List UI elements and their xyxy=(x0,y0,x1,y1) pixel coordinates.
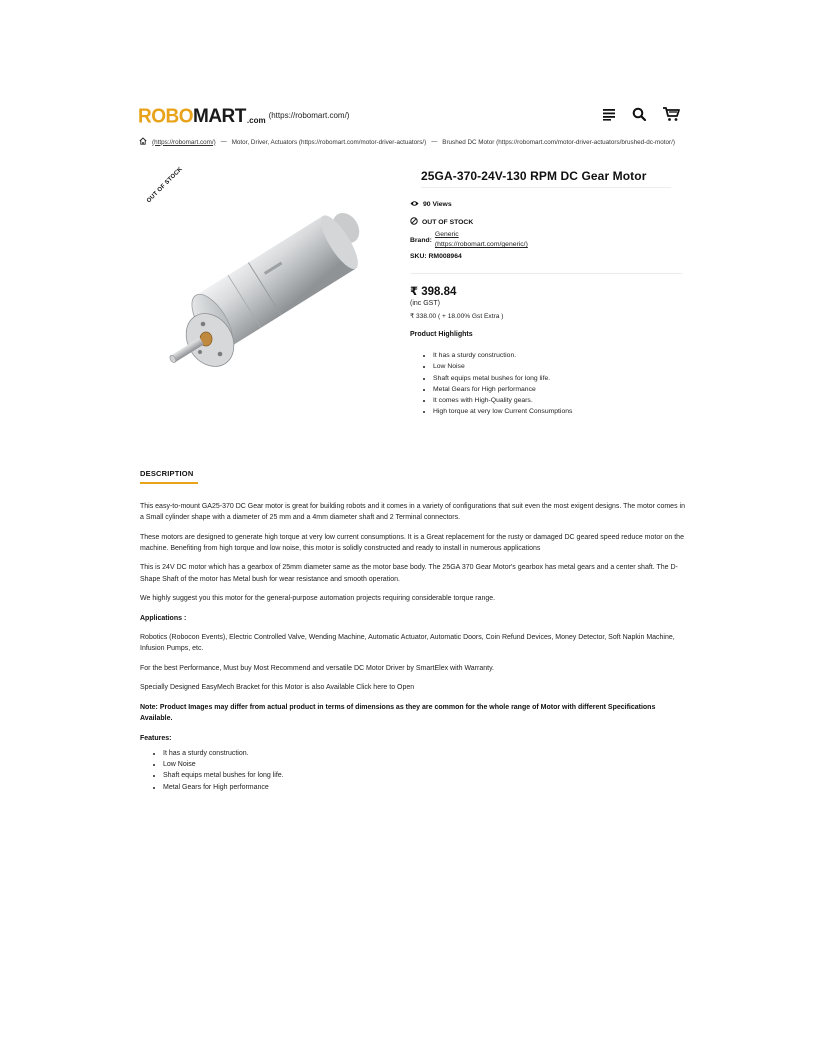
breadcrumb-item-brushed-dc-motor[interactable]: Brushed DC Motor (https://robomart.com/motor-driver-actuators/brushed-dc-motor/) xyxy=(442,138,675,146)
bracket-link-text[interactable]: Specially Designed EasyMech Bracket for this Motor is also Available Click here to Open xyxy=(140,684,415,692)
stock-status-text: OUT OF STOCK xyxy=(422,218,474,226)
cart-icon[interactable] xyxy=(662,106,680,122)
site-logo[interactable] xyxy=(138,106,349,126)
sku-row xyxy=(410,253,462,260)
base-price: ₹ 338.00 ( + 18.00% Gst Extra ) xyxy=(410,313,504,320)
image-note: Note: Product Images may differ from actual product in terms of dimensions as they are common for the whole range of Motor with different Specifications Available. xyxy=(140,703,656,723)
applications-title: Applications : xyxy=(140,614,187,622)
breadcrumb-item-motor-driver[interactable]: Motor, Driver, Actuators (https://robomart.com/motor-driver-actuators/) xyxy=(231,138,427,146)
out-of-stock-ribbon: OUT OF STOCK xyxy=(146,166,184,205)
eye-icon xyxy=(410,200,419,209)
brand-name[interactable]: Generic xyxy=(434,231,459,238)
breadcrumb-home-link[interactable]: (https://robomart.com/) xyxy=(152,138,216,146)
tab-description[interactable]: DESCRIPTION xyxy=(140,469,194,478)
list-item: • Low Noise xyxy=(433,361,572,372)
driver-link-text[interactable]: For the best Performance, Must buy Most Recommend and versatile DC Motor Driver by SmartElex with Warranty. xyxy=(140,664,495,672)
features-list xyxy=(140,748,686,793)
logo-robo-text: ROBO xyxy=(138,105,193,128)
home-icon[interactable] xyxy=(139,137,147,147)
product-title: 25GA-370-24V-130 RPM DC Gear Motor xyxy=(421,169,647,183)
list-item: • It has a sturdy construction. xyxy=(433,350,572,361)
brand-url[interactable]: (https://robomart.com/generic/) xyxy=(434,241,528,248)
description-paragraph: This easy-to-mount GA25-370 DC Gear motor is great for building robots and it comes in a variety of configurations that suit even the most exigent designs. The motor comes in a Small cylinder shape with a diameter of 25 mm and a 4mm diameter shaft and 2 Terminal connectors. xyxy=(140,503,685,522)
sku-label: SKU: xyxy=(410,253,427,260)
list-item: • High torque at very low Current Consumptions xyxy=(433,406,572,417)
list-item: • Low Noise xyxy=(163,759,686,770)
search-icon[interactable] xyxy=(632,107,646,121)
list-item: • It comes with High-Quality gears. xyxy=(433,395,572,406)
views-text: 90 Views xyxy=(423,201,452,208)
breadcrumb xyxy=(139,137,695,147)
blocked-icon xyxy=(410,217,418,227)
list-item: • Metal Gears for High performance xyxy=(163,782,686,793)
product-image[interactable] xyxy=(140,162,390,412)
list-item: • It has a sturdy construction. xyxy=(163,748,686,759)
description-paragraph: This is 24V DC motor which has a gearbox of 25mm diameter same as the motor base body. The 25GA 370 Gear Motor's gearbox has metal gears and a center shaft. The D-Shape Shaft of the motor has Metal bush for wear resistance and smooth operation. xyxy=(140,564,678,583)
breadcrumb-separator: — xyxy=(220,139,227,145)
divider xyxy=(421,187,671,188)
features-title: Features: xyxy=(140,734,172,742)
views-count xyxy=(410,200,452,209)
list-item: • Metal Gears for High performance xyxy=(433,384,572,395)
description-paragraph: We highly suggest you this motor for the general-purpose automation projects requiring considerable torque range. xyxy=(140,595,496,603)
tab-active-underline xyxy=(140,482,198,484)
list-item: • Shaft equips metal bushes for long life. xyxy=(433,373,572,384)
divider xyxy=(410,273,682,274)
menu-icon[interactable] xyxy=(602,107,616,121)
brand-label: Brand: xyxy=(410,236,432,244)
price: ₹ 398.84 xyxy=(410,286,457,298)
highlights-title: Product Highlights xyxy=(410,331,473,338)
description-paragraph: These motors are designed to generate high torque at very low current consumptions. It is a Great replacement for the rusty or damaged DC geared speed reduce motor on the machine. Benefiting from high torque and low noise, this motor is solidly constructed and ready to install in numerous applications xyxy=(140,533,684,552)
logo-com-text: .com xyxy=(246,116,266,125)
stock-status xyxy=(410,217,473,227)
sku-value: RM008964 xyxy=(428,253,462,260)
description-body xyxy=(140,501,686,793)
list-item: • Shaft equips metal bushes for long life. xyxy=(163,770,686,781)
brand-link[interactable] xyxy=(435,230,528,250)
logo-url[interactable]: (https://robomart.com/) xyxy=(268,111,350,120)
price-note: (inc GST) xyxy=(410,300,440,307)
highlights-list xyxy=(410,350,572,418)
description-paragraph: Robotics (Robocon Events), Electric Controlled Valve, Wending Machine, Automatic Actuator, Automatic Doors, Coin Refund Devices, Money Detector, Soft Napkin Machine, Infusion Pumps, etc. xyxy=(140,634,675,653)
brand-row xyxy=(410,230,528,250)
logo-mart-text: MART xyxy=(193,106,246,127)
breadcrumb-separator: — xyxy=(431,139,438,145)
header-icons xyxy=(602,106,680,122)
